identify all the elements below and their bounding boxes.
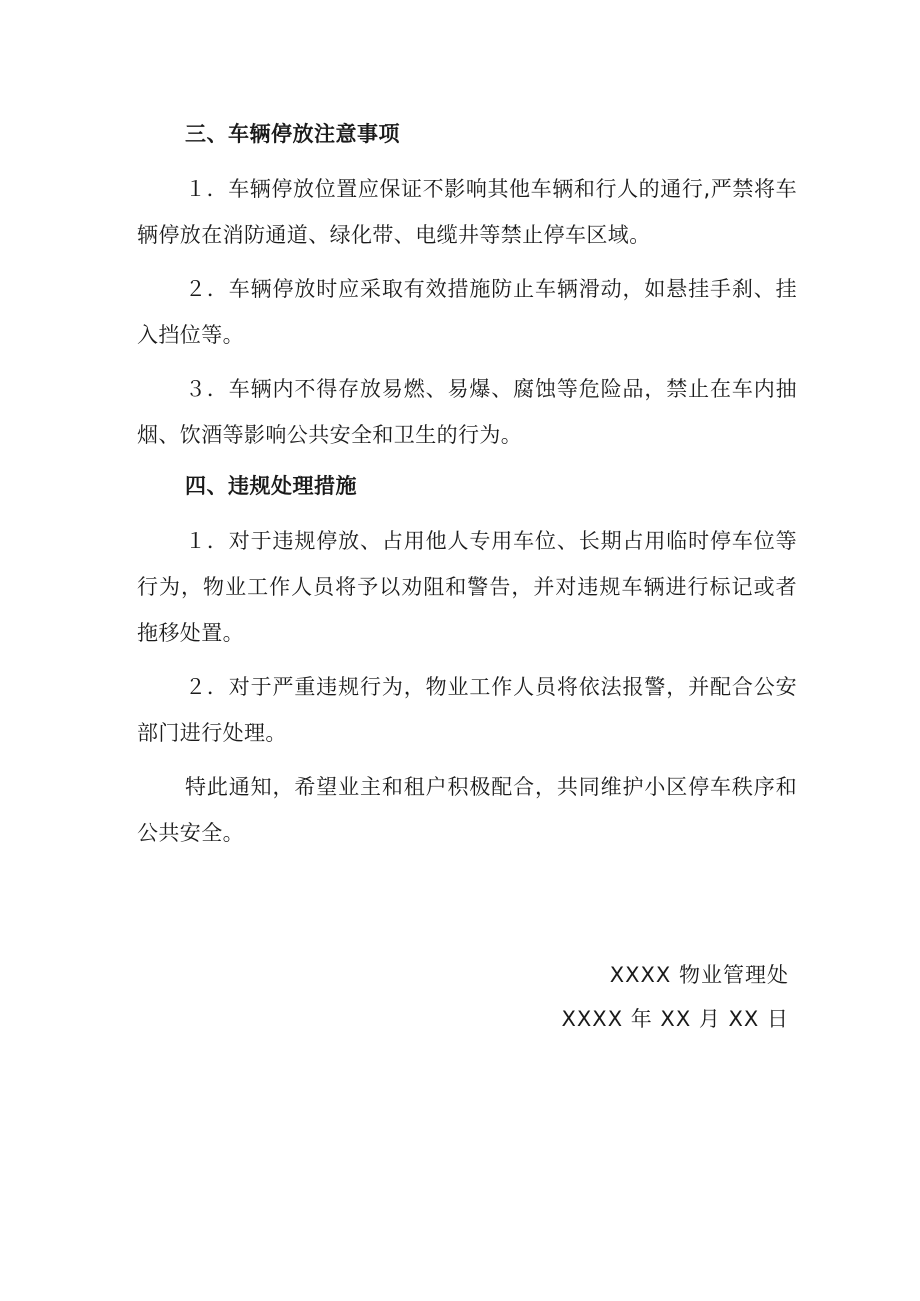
section-4-heading: 四、违规处理措施 xyxy=(185,474,357,498)
section-4-item-1: １．对于违规停放、占用他人专用车位、长期占用临时停车位等行为，物业工作人员将予以劝阻和警告，并对违规车辆进行标记或者拖移处置。 xyxy=(137,529,797,645)
section-3-heading: 三、车辆停放注意事项 xyxy=(185,122,400,146)
section-3-item-3: ３．车辆内不得存放易燃、易爆、腐蚀等危险品，禁止在车内抽烟、饮酒等影响公共安全和卫生的行为。 xyxy=(137,377,797,447)
document-body xyxy=(137,114,797,856)
signature-block xyxy=(562,953,789,1041)
section-3-item-2: ２．车辆停放时应采取有效措施防止车辆滑动，如悬挂手刹、挂入挡位等。 xyxy=(137,277,797,347)
signature-date: XXXX 年 XX 月 XX 日 xyxy=(561,1007,789,1031)
signature-organization: XXXX 物业管理处 xyxy=(609,963,789,987)
section-4-item-2: ２．对于严重违规行为，物业工作人员将依法报警，并配合公安部门进行处理。 xyxy=(137,675,797,745)
closing-paragraph: 特此通知，希望业主和租户积极配合，共同维护小区停车秩序和公共安全。 xyxy=(137,775,797,845)
section-3-item-1: １．车辆停放位置应保证不影响其他车辆和行人的通行,严禁将车辆停放在消防通道、绿化带、电缆井等禁止停车区域。 xyxy=(137,177,797,247)
